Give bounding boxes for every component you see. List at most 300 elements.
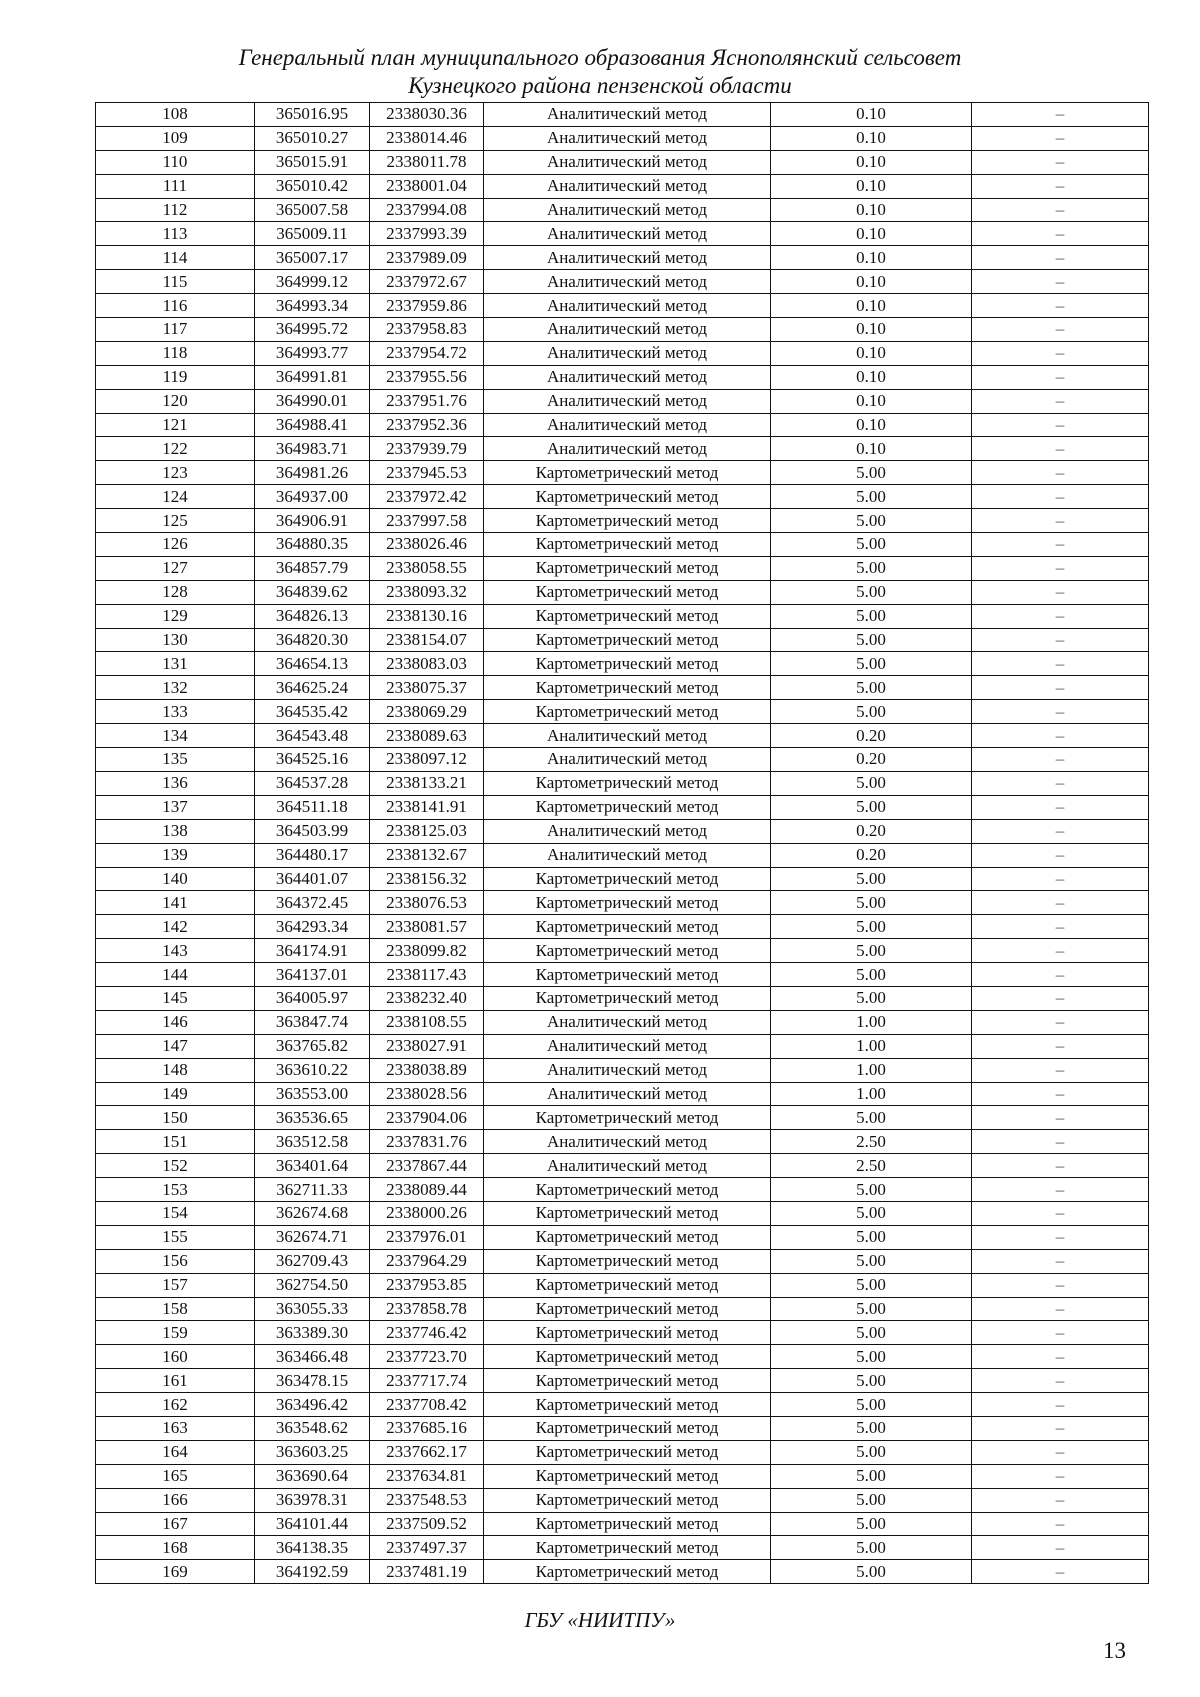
y-coordinate-cell: 2338141.91 bbox=[370, 795, 484, 819]
point-number-cell: 158 bbox=[96, 1297, 255, 1321]
point-number-cell: 132 bbox=[96, 676, 255, 700]
accuracy-cell: 2.50 bbox=[771, 1130, 972, 1154]
y-coordinate-cell: 2337952.36 bbox=[370, 413, 484, 437]
accuracy-cell: 0.10 bbox=[771, 126, 972, 150]
note-cell: – bbox=[972, 795, 1149, 819]
y-coordinate-cell: 2337953.85 bbox=[370, 1273, 484, 1297]
point-number-cell: 108 bbox=[96, 103, 255, 127]
point-number-cell: 127 bbox=[96, 556, 255, 580]
table-row bbox=[96, 724, 1149, 748]
table-row bbox=[96, 150, 1149, 174]
note-cell: – bbox=[972, 1082, 1149, 1106]
table-row bbox=[96, 1512, 1149, 1536]
x-coordinate-cell: 364993.77 bbox=[255, 341, 370, 365]
note-cell: – bbox=[972, 294, 1149, 318]
table-row bbox=[96, 580, 1149, 604]
x-coordinate-cell: 363389.30 bbox=[255, 1321, 370, 1345]
x-coordinate-cell: 363548.62 bbox=[255, 1416, 370, 1440]
y-coordinate-cell: 2337958.83 bbox=[370, 318, 484, 342]
table-row bbox=[96, 174, 1149, 198]
x-coordinate-cell: 364543.48 bbox=[255, 724, 370, 748]
coordinates-table-body bbox=[96, 103, 1149, 1584]
x-coordinate-cell: 364625.24 bbox=[255, 676, 370, 700]
method-cell: Аналитический метод bbox=[484, 748, 771, 772]
method-cell: Аналитический метод bbox=[484, 318, 771, 342]
table-row bbox=[96, 891, 1149, 915]
note-cell: – bbox=[972, 103, 1149, 127]
x-coordinate-cell: 363690.64 bbox=[255, 1464, 370, 1488]
y-coordinate-cell: 2338154.07 bbox=[370, 628, 484, 652]
x-coordinate-cell: 362711.33 bbox=[255, 1178, 370, 1202]
point-number-cell: 149 bbox=[96, 1082, 255, 1106]
accuracy-cell: 5.00 bbox=[771, 867, 972, 891]
table-row bbox=[96, 413, 1149, 437]
method-cell: Аналитический метод bbox=[484, 389, 771, 413]
accuracy-cell: 5.00 bbox=[771, 915, 972, 939]
x-coordinate-cell: 364988.41 bbox=[255, 413, 370, 437]
table-row bbox=[96, 1034, 1149, 1058]
method-cell: Картометрический метод bbox=[484, 1321, 771, 1345]
table-row bbox=[96, 795, 1149, 819]
method-cell: Аналитический метод bbox=[484, 341, 771, 365]
x-coordinate-cell: 364525.16 bbox=[255, 748, 370, 772]
y-coordinate-cell: 2338093.32 bbox=[370, 580, 484, 604]
method-cell: Аналитический метод bbox=[484, 222, 771, 246]
x-coordinate-cell: 365010.27 bbox=[255, 126, 370, 150]
table-row bbox=[96, 939, 1149, 963]
point-number-cell: 139 bbox=[96, 843, 255, 867]
note-cell: – bbox=[972, 533, 1149, 557]
point-number-cell: 109 bbox=[96, 126, 255, 150]
y-coordinate-cell: 2337955.56 bbox=[370, 365, 484, 389]
y-coordinate-cell: 2338097.12 bbox=[370, 748, 484, 772]
x-coordinate-cell: 364857.79 bbox=[255, 556, 370, 580]
point-number-cell: 123 bbox=[96, 461, 255, 485]
point-number-cell: 135 bbox=[96, 748, 255, 772]
point-number-cell: 131 bbox=[96, 652, 255, 676]
y-coordinate-cell: 2338132.67 bbox=[370, 843, 484, 867]
accuracy-cell: 5.00 bbox=[771, 1512, 972, 1536]
accuracy-cell: 0.10 bbox=[771, 270, 972, 294]
y-coordinate-cell: 2337867.44 bbox=[370, 1154, 484, 1178]
method-cell: Картометрический метод bbox=[484, 986, 771, 1010]
y-coordinate-cell: 2337972.42 bbox=[370, 485, 484, 509]
y-coordinate-cell: 2338081.57 bbox=[370, 915, 484, 939]
y-coordinate-cell: 2338069.29 bbox=[370, 700, 484, 724]
accuracy-cell: 5.00 bbox=[771, 604, 972, 628]
x-coordinate-cell: 364981.26 bbox=[255, 461, 370, 485]
x-coordinate-cell: 364137.01 bbox=[255, 963, 370, 987]
method-cell: Аналитический метод bbox=[484, 365, 771, 389]
point-number-cell: 164 bbox=[96, 1440, 255, 1464]
accuracy-cell: 5.00 bbox=[771, 652, 972, 676]
point-number-cell: 134 bbox=[96, 724, 255, 748]
method-cell: Картометрический метод bbox=[484, 1416, 771, 1440]
accuracy-cell: 0.10 bbox=[771, 413, 972, 437]
table-row bbox=[96, 867, 1149, 891]
note-cell: – bbox=[972, 270, 1149, 294]
method-cell: Картометрический метод bbox=[484, 1273, 771, 1297]
point-number-cell: 141 bbox=[96, 891, 255, 915]
y-coordinate-cell: 2338076.53 bbox=[370, 891, 484, 915]
table-row bbox=[96, 1393, 1149, 1417]
note-cell: – bbox=[972, 126, 1149, 150]
point-number-cell: 146 bbox=[96, 1010, 255, 1034]
table-row bbox=[96, 509, 1149, 533]
point-number-cell: 121 bbox=[96, 413, 255, 437]
note-cell: – bbox=[972, 1321, 1149, 1345]
y-coordinate-cell: 2337717.74 bbox=[370, 1369, 484, 1393]
x-coordinate-cell: 363466.48 bbox=[255, 1345, 370, 1369]
accuracy-cell: 5.00 bbox=[771, 1488, 972, 1512]
table-row bbox=[96, 1321, 1149, 1345]
x-coordinate-cell: 364995.72 bbox=[255, 318, 370, 342]
coordinates-table bbox=[95, 102, 1149, 1584]
method-cell: Картометрический метод bbox=[484, 461, 771, 485]
note-cell: – bbox=[972, 652, 1149, 676]
point-number-cell: 128 bbox=[96, 580, 255, 604]
x-coordinate-cell: 364826.13 bbox=[255, 604, 370, 628]
point-number-cell: 110 bbox=[96, 150, 255, 174]
x-coordinate-cell: 364503.99 bbox=[255, 819, 370, 843]
y-coordinate-cell: 2337858.78 bbox=[370, 1297, 484, 1321]
x-coordinate-cell: 362754.50 bbox=[255, 1273, 370, 1297]
method-cell: Аналитический метод bbox=[484, 724, 771, 748]
note-cell: – bbox=[972, 1034, 1149, 1058]
y-coordinate-cell: 2338011.78 bbox=[370, 150, 484, 174]
note-cell: – bbox=[972, 1440, 1149, 1464]
y-coordinate-cell: 2338038.89 bbox=[370, 1058, 484, 1082]
table-row bbox=[96, 963, 1149, 987]
method-cell: Картометрический метод bbox=[484, 1106, 771, 1130]
note-cell: – bbox=[972, 1536, 1149, 1560]
note-cell: – bbox=[972, 198, 1149, 222]
note-cell: – bbox=[972, 1154, 1149, 1178]
note-cell: – bbox=[972, 843, 1149, 867]
y-coordinate-cell: 2338027.91 bbox=[370, 1034, 484, 1058]
point-number-cell: 129 bbox=[96, 604, 255, 628]
point-number-cell: 122 bbox=[96, 437, 255, 461]
note-cell: – bbox=[972, 1464, 1149, 1488]
table-row bbox=[96, 1058, 1149, 1082]
method-cell: Картометрический метод bbox=[484, 1488, 771, 1512]
method-cell: Картометрический метод bbox=[484, 915, 771, 939]
x-coordinate-cell: 364401.07 bbox=[255, 867, 370, 891]
note-cell: – bbox=[972, 1560, 1149, 1584]
point-number-cell: 156 bbox=[96, 1249, 255, 1273]
y-coordinate-cell: 2337951.76 bbox=[370, 389, 484, 413]
x-coordinate-cell: 364880.35 bbox=[255, 533, 370, 557]
x-coordinate-cell: 364480.17 bbox=[255, 843, 370, 867]
accuracy-cell: 5.00 bbox=[771, 771, 972, 795]
table-row bbox=[96, 1416, 1149, 1440]
point-number-cell: 112 bbox=[96, 198, 255, 222]
y-coordinate-cell: 2338058.55 bbox=[370, 556, 484, 580]
page-number: 13 bbox=[1103, 1638, 1126, 1663]
y-coordinate-cell: 2338014.46 bbox=[370, 126, 484, 150]
x-coordinate-cell: 364983.71 bbox=[255, 437, 370, 461]
point-number-cell: 126 bbox=[96, 533, 255, 557]
accuracy-cell: 5.00 bbox=[771, 1464, 972, 1488]
table-row bbox=[96, 270, 1149, 294]
y-coordinate-cell: 2337945.53 bbox=[370, 461, 484, 485]
note-cell: – bbox=[972, 939, 1149, 963]
x-coordinate-cell: 363553.00 bbox=[255, 1082, 370, 1106]
method-cell: Аналитический метод bbox=[484, 198, 771, 222]
accuracy-cell: 5.00 bbox=[771, 1225, 972, 1249]
accuracy-cell: 0.10 bbox=[771, 198, 972, 222]
point-number-cell: 162 bbox=[96, 1393, 255, 1417]
x-coordinate-cell: 364839.62 bbox=[255, 580, 370, 604]
table-row bbox=[96, 1010, 1149, 1034]
table-row bbox=[96, 819, 1149, 843]
accuracy-cell: 0.10 bbox=[771, 294, 972, 318]
note-cell: – bbox=[972, 604, 1149, 628]
table-row bbox=[96, 1560, 1149, 1584]
accuracy-cell: 5.00 bbox=[771, 1201, 972, 1225]
point-number-cell: 113 bbox=[96, 222, 255, 246]
table-row bbox=[96, 604, 1149, 628]
x-coordinate-cell: 364937.00 bbox=[255, 485, 370, 509]
accuracy-cell: 5.00 bbox=[771, 461, 972, 485]
x-coordinate-cell: 363478.15 bbox=[255, 1369, 370, 1393]
table-row bbox=[96, 1201, 1149, 1225]
method-cell: Картометрический метод bbox=[484, 1201, 771, 1225]
point-number-cell: 119 bbox=[96, 365, 255, 389]
accuracy-cell: 0.10 bbox=[771, 318, 972, 342]
accuracy-cell: 0.10 bbox=[771, 341, 972, 365]
point-number-cell: 151 bbox=[96, 1130, 255, 1154]
y-coordinate-cell: 2338089.63 bbox=[370, 724, 484, 748]
method-cell: Аналитический метод bbox=[484, 294, 771, 318]
document-header bbox=[0, 44, 1200, 100]
table-row bbox=[96, 1297, 1149, 1321]
method-cell: Аналитический метод bbox=[484, 437, 771, 461]
y-coordinate-cell: 2337497.37 bbox=[370, 1536, 484, 1560]
point-number-cell: 137 bbox=[96, 795, 255, 819]
note-cell: – bbox=[972, 867, 1149, 891]
x-coordinate-cell: 362674.68 bbox=[255, 1201, 370, 1225]
point-number-cell: 163 bbox=[96, 1416, 255, 1440]
note-cell: – bbox=[972, 556, 1149, 580]
accuracy-cell: 5.00 bbox=[771, 1440, 972, 1464]
note-cell: – bbox=[972, 724, 1149, 748]
y-coordinate-cell: 2337548.53 bbox=[370, 1488, 484, 1512]
y-coordinate-cell: 2337708.42 bbox=[370, 1393, 484, 1417]
method-cell: Картометрический метод bbox=[484, 652, 771, 676]
table-row bbox=[96, 1249, 1149, 1273]
x-coordinate-cell: 364192.59 bbox=[255, 1560, 370, 1584]
y-coordinate-cell: 2337993.39 bbox=[370, 222, 484, 246]
accuracy-cell: 5.00 bbox=[771, 1297, 972, 1321]
note-cell: – bbox=[972, 1512, 1149, 1536]
table-row bbox=[96, 915, 1149, 939]
x-coordinate-cell: 364820.30 bbox=[255, 628, 370, 652]
accuracy-cell: 5.00 bbox=[771, 556, 972, 580]
x-coordinate-cell: 363847.74 bbox=[255, 1010, 370, 1034]
y-coordinate-cell: 2338001.04 bbox=[370, 174, 484, 198]
point-number-cell: 153 bbox=[96, 1178, 255, 1202]
table-row bbox=[96, 771, 1149, 795]
y-coordinate-cell: 2338028.56 bbox=[370, 1082, 484, 1106]
table-row bbox=[96, 1154, 1149, 1178]
point-number-cell: 118 bbox=[96, 341, 255, 365]
note-cell: – bbox=[972, 1058, 1149, 1082]
table-row bbox=[96, 533, 1149, 557]
method-cell: Картометрический метод bbox=[484, 1297, 771, 1321]
y-coordinate-cell: 2338156.32 bbox=[370, 867, 484, 891]
accuracy-cell: 5.00 bbox=[771, 939, 972, 963]
note-cell: – bbox=[972, 1010, 1149, 1034]
y-coordinate-cell: 2337959.86 bbox=[370, 294, 484, 318]
y-coordinate-cell: 2337509.52 bbox=[370, 1512, 484, 1536]
x-coordinate-cell: 363765.82 bbox=[255, 1034, 370, 1058]
method-cell: Аналитический метод bbox=[484, 174, 771, 198]
point-number-cell: 133 bbox=[96, 700, 255, 724]
accuracy-cell: 5.00 bbox=[771, 485, 972, 509]
method-cell: Картометрический метод bbox=[484, 700, 771, 724]
accuracy-cell: 1.00 bbox=[771, 1034, 972, 1058]
point-number-cell: 165 bbox=[96, 1464, 255, 1488]
note-cell: – bbox=[972, 222, 1149, 246]
note-cell: – bbox=[972, 485, 1149, 509]
table-row bbox=[96, 1178, 1149, 1202]
x-coordinate-cell: 363512.58 bbox=[255, 1130, 370, 1154]
point-number-cell: 150 bbox=[96, 1106, 255, 1130]
accuracy-cell: 0.10 bbox=[771, 365, 972, 389]
accuracy-cell: 5.00 bbox=[771, 700, 972, 724]
method-cell: Аналитический метод bbox=[484, 103, 771, 127]
note-cell: – bbox=[972, 365, 1149, 389]
note-cell: – bbox=[972, 915, 1149, 939]
y-coordinate-cell: 2337994.08 bbox=[370, 198, 484, 222]
method-cell: Картометрический метод bbox=[484, 1249, 771, 1273]
point-number-cell: 145 bbox=[96, 986, 255, 1010]
accuracy-cell: 5.00 bbox=[771, 1321, 972, 1345]
method-cell: Картометрический метод bbox=[484, 1393, 771, 1417]
table-row bbox=[96, 843, 1149, 867]
y-coordinate-cell: 2337954.72 bbox=[370, 341, 484, 365]
point-number-cell: 115 bbox=[96, 270, 255, 294]
method-cell: Картометрический метод bbox=[484, 485, 771, 509]
y-coordinate-cell: 2337746.42 bbox=[370, 1321, 484, 1345]
method-cell: Аналитический метод bbox=[484, 270, 771, 294]
note-cell: – bbox=[972, 1488, 1149, 1512]
method-cell: Аналитический метод bbox=[484, 126, 771, 150]
note-cell: – bbox=[972, 1345, 1149, 1369]
x-coordinate-cell: 364293.34 bbox=[255, 915, 370, 939]
table-row bbox=[96, 1464, 1149, 1488]
point-number-cell: 147 bbox=[96, 1034, 255, 1058]
method-cell: Картометрический метод bbox=[484, 1178, 771, 1202]
point-number-cell: 167 bbox=[96, 1512, 255, 1536]
accuracy-cell: 5.00 bbox=[771, 891, 972, 915]
note-cell: – bbox=[972, 246, 1149, 270]
accuracy-cell: 5.00 bbox=[771, 1249, 972, 1273]
point-number-cell: 161 bbox=[96, 1369, 255, 1393]
accuracy-cell: 1.00 bbox=[771, 1082, 972, 1106]
method-cell: Картометрический метод bbox=[484, 628, 771, 652]
point-number-cell: 168 bbox=[96, 1536, 255, 1560]
note-cell: – bbox=[972, 891, 1149, 915]
accuracy-cell: 2.50 bbox=[771, 1154, 972, 1178]
method-cell: Аналитический метод bbox=[484, 1154, 771, 1178]
accuracy-cell: 5.00 bbox=[771, 963, 972, 987]
accuracy-cell: 0.10 bbox=[771, 246, 972, 270]
note-cell: – bbox=[972, 628, 1149, 652]
accuracy-cell: 5.00 bbox=[771, 1536, 972, 1560]
note-cell: – bbox=[972, 1178, 1149, 1202]
note-cell: – bbox=[972, 389, 1149, 413]
accuracy-cell: 5.00 bbox=[771, 1393, 972, 1417]
method-cell: Картометрический метод bbox=[484, 1440, 771, 1464]
note-cell: – bbox=[972, 509, 1149, 533]
note-cell: – bbox=[972, 1393, 1149, 1417]
note-cell: – bbox=[972, 1225, 1149, 1249]
note-cell: – bbox=[972, 986, 1149, 1010]
y-coordinate-cell: 2337964.29 bbox=[370, 1249, 484, 1273]
x-coordinate-cell: 365007.17 bbox=[255, 246, 370, 270]
y-coordinate-cell: 2337997.58 bbox=[370, 509, 484, 533]
y-coordinate-cell: 2337904.06 bbox=[370, 1106, 484, 1130]
accuracy-cell: 0.20 bbox=[771, 724, 972, 748]
x-coordinate-cell: 364990.01 bbox=[255, 389, 370, 413]
table-row bbox=[96, 246, 1149, 270]
point-number-cell: 116 bbox=[96, 294, 255, 318]
accuracy-cell: 0.10 bbox=[771, 103, 972, 127]
note-cell: – bbox=[972, 963, 1149, 987]
method-cell: Аналитический метод bbox=[484, 1130, 771, 1154]
x-coordinate-cell: 364906.91 bbox=[255, 509, 370, 533]
table-row bbox=[96, 198, 1149, 222]
accuracy-cell: 5.00 bbox=[771, 533, 972, 557]
accuracy-cell: 5.00 bbox=[771, 1560, 972, 1584]
method-cell: Картометрический метод bbox=[484, 1345, 771, 1369]
method-cell: Картометрический метод bbox=[484, 1225, 771, 1249]
y-coordinate-cell: 2337976.01 bbox=[370, 1225, 484, 1249]
x-coordinate-cell: 363610.22 bbox=[255, 1058, 370, 1082]
point-number-cell: 166 bbox=[96, 1488, 255, 1512]
x-coordinate-cell: 363401.64 bbox=[255, 1154, 370, 1178]
method-cell: Аналитический метод bbox=[484, 150, 771, 174]
method-cell: Аналитический метод bbox=[484, 246, 771, 270]
method-cell: Аналитический метод bbox=[484, 843, 771, 867]
method-cell: Картометрический метод bbox=[484, 676, 771, 700]
point-number-cell: 130 bbox=[96, 628, 255, 652]
header-title-line1: Генеральный план муниципального образования Яснополянский сельсовет bbox=[238, 45, 962, 70]
note-cell: – bbox=[972, 437, 1149, 461]
accuracy-cell: 5.00 bbox=[771, 1273, 972, 1297]
method-cell: Картометрический метод bbox=[484, 1536, 771, 1560]
note-cell: – bbox=[972, 1297, 1149, 1321]
accuracy-cell: 5.00 bbox=[771, 580, 972, 604]
y-coordinate-cell: 2338130.16 bbox=[370, 604, 484, 628]
y-coordinate-cell: 2338108.55 bbox=[370, 1010, 484, 1034]
method-cell: Картометрический метод bbox=[484, 1512, 771, 1536]
y-coordinate-cell: 2338117.43 bbox=[370, 963, 484, 987]
accuracy-cell: 5.00 bbox=[771, 1416, 972, 1440]
point-number-cell: 114 bbox=[96, 246, 255, 270]
method-cell: Аналитический метод bbox=[484, 1058, 771, 1082]
accuracy-cell: 0.10 bbox=[771, 150, 972, 174]
x-coordinate-cell: 363536.65 bbox=[255, 1106, 370, 1130]
y-coordinate-cell: 2337939.79 bbox=[370, 437, 484, 461]
x-coordinate-cell: 365007.58 bbox=[255, 198, 370, 222]
method-cell: Картометрический метод bbox=[484, 556, 771, 580]
point-number-cell: 111 bbox=[96, 174, 255, 198]
method-cell: Картометрический метод bbox=[484, 867, 771, 891]
accuracy-cell: 5.00 bbox=[771, 676, 972, 700]
